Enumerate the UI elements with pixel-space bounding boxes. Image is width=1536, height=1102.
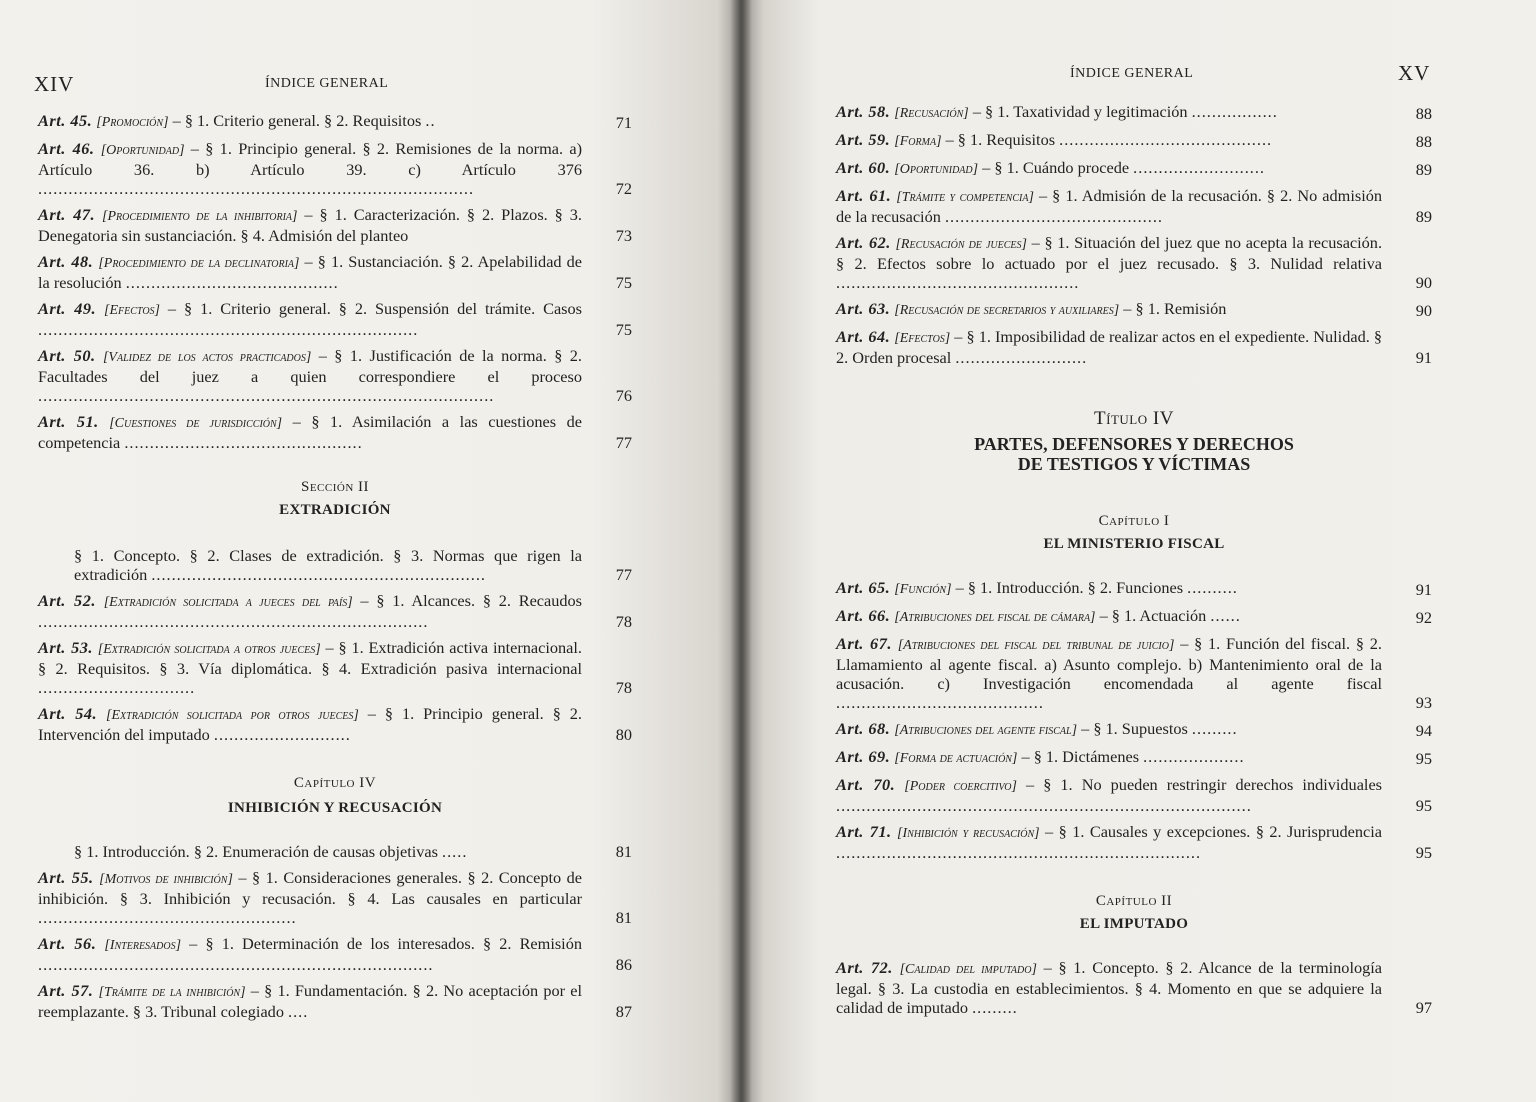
- entry-group-c: [836, 958, 1432, 1017]
- toc-entry-text: [836, 233, 1432, 292]
- article-number: Art. 48.: [38, 252, 94, 271]
- entry-description: – § 1. Taxatividad y legitimación: [968, 102, 1192, 121]
- leader-dots: ....................: [1143, 747, 1245, 766]
- toc-entry: [836, 634, 1432, 712]
- leader-dots: ...........................: [213, 725, 351, 744]
- article-heading: [Trámite de la inhibición]: [98, 985, 246, 1000]
- page-reference: 78: [615, 612, 632, 631]
- page-reference: 78: [615, 678, 632, 697]
- article-heading: [Recusación]: [894, 106, 969, 121]
- page-reference: 93: [1415, 693, 1432, 712]
- leader-dots: ........................................................................: [836, 843, 1202, 862]
- article-heading: [Extradición solicitada a jueces del país]: [103, 595, 353, 610]
- toc-entry: [836, 606, 1432, 627]
- entry-group-a: [836, 102, 1432, 367]
- chapter-label: Capítulo II: [1095, 893, 1173, 909]
- leader-dots: ..........................................: [1059, 130, 1273, 149]
- article-number: Art. 45.: [38, 111, 93, 130]
- page-reference: 90: [1415, 273, 1432, 292]
- article-heading: [Interesados]: [104, 938, 182, 953]
- toc-entry-text: [836, 327, 1432, 367]
- article-number: Art. 59.: [836, 130, 891, 149]
- page-reference: 72: [615, 179, 632, 198]
- article-heading: [Inhibición y recusación]: [897, 826, 1040, 841]
- article-number: Art. 72.: [836, 958, 893, 977]
- left-column: [38, 111, 632, 1028]
- article-heading: [Validez de los actos practicados]: [102, 350, 312, 365]
- article-heading: [Oportunidad]: [894, 162, 979, 177]
- toc-entry: [836, 299, 1432, 320]
- entry-description: § 1. Concepto. § 2. Clases de extradición. § 3. Normas que rigen la extradición: [74, 546, 582, 584]
- chapter-label: Capítulo IV: [293, 775, 377, 791]
- toc-entry-text: [38, 638, 632, 697]
- entry-description: – § 1. Determinación de los interesados. § 2. Remisión: [181, 934, 582, 953]
- entry-description: – § 1. Caracterización. § 2. Plazos. § 3. Denegatoria sin sustanciación. § 4. Admisión del planteo: [38, 205, 582, 245]
- leader-dots: ..........................: [1133, 158, 1265, 177]
- toc-entry: [38, 205, 632, 245]
- article-number: Art. 62.: [836, 233, 891, 252]
- running-head: ÍNDICE GENERAL: [1070, 66, 1194, 81]
- entry-description: – § 1. No pueden restringir derechos individuales: [1016, 775, 1383, 794]
- entry-description: – § 1. Fundamentación. § 2. No aceptación por el reemplazante. § 3. Tribunal colegiado: [38, 981, 582, 1021]
- chapter-title: INHIBICIÓN Y RECUSACIÓN: [227, 800, 443, 816]
- article-number: Art. 61.: [836, 186, 892, 205]
- page-number: XV: [1398, 61, 1431, 85]
- article-number: Art. 70.: [836, 775, 896, 794]
- leader-dots: ...............................................: [124, 433, 363, 452]
- entry-description: – § 1. Principio general. § 2. Remisiones de la norma. a) Artículo 36. b) Artículo 39. c) Artículo 376: [38, 139, 582, 179]
- article-heading: [Procedimiento de la declinatoria]: [98, 256, 300, 271]
- leader-dots: ..............................................................................: [38, 955, 434, 974]
- leader-dots: .............................................................................: [38, 612, 429, 631]
- article-number: Art. 50.: [38, 346, 96, 365]
- article-heading: [Función]: [894, 582, 952, 597]
- toc-entry-text: [836, 158, 1432, 179]
- leader-dots: .........: [972, 998, 1018, 1017]
- toc-entry-text: [38, 111, 632, 132]
- toc-entry: [836, 719, 1432, 740]
- page-reference: 81: [615, 908, 632, 927]
- article-heading: [Motivos de inhibición]: [99, 872, 233, 887]
- page-reference: 95: [1415, 796, 1432, 815]
- leader-dots: ................................................: [836, 273, 1080, 292]
- toc-entry-text: [38, 346, 632, 405]
- article-heading: [Calidad del imputado]: [899, 962, 1037, 977]
- page-reference: 91: [1415, 580, 1432, 599]
- toc-entry-text: [836, 578, 1432, 599]
- toc-entry: [836, 747, 1432, 768]
- toc-entry-text: [836, 606, 1432, 627]
- toc-entry: [836, 327, 1432, 367]
- article-number: Art. 51.: [38, 412, 99, 431]
- chapter-label: Capítulo I: [1098, 513, 1170, 529]
- titulo-label: Título IV: [1094, 408, 1174, 429]
- entry-description: – § 1. Función del fiscal. § 2. Llamamiento al agente fiscal. a) Asunto complejo. b) Mantenimiento oral de la acusación. c) Investigación encomendada al agente fiscal: [836, 634, 1382, 693]
- article-number: Art. 64.: [836, 327, 891, 346]
- page-reference: 95: [1415, 749, 1432, 768]
- article-heading: [Poder coercitivo]: [904, 779, 1017, 794]
- toc-entry: [38, 934, 632, 974]
- toc-entry-text: [38, 546, 632, 584]
- article-number: Art. 47.: [38, 205, 96, 224]
- page-reference: 81: [615, 842, 632, 861]
- toc-entry-text: [38, 868, 632, 927]
- page-reference: 94: [1415, 721, 1432, 740]
- entry-description: – § 1. Extradición activa internacional. § 2. Requisitos. § 3. Vía diplomática. § 4. Extradición pasiva internacional: [38, 638, 582, 678]
- chapter-title: EL IMPUTADO: [1079, 916, 1189, 932]
- toc-entry-text: [38, 934, 632, 974]
- toc-entry: [38, 299, 632, 339]
- entry-group-b: [836, 578, 1432, 862]
- article-heading: [Extradición solicitada a otros jueces]: [97, 642, 321, 657]
- leader-dots: ...........................................: [944, 207, 1163, 226]
- leader-dots: ....: [288, 1002, 309, 1021]
- entry-group-b: [38, 546, 632, 744]
- article-number: Art. 68.: [836, 719, 891, 738]
- article-heading: [Atribuciones del fiscal de cámara]: [894, 610, 1096, 625]
- leader-dots: ..................................................................................: [836, 796, 1252, 815]
- section-title: EXTRADICIÓN: [279, 502, 391, 518]
- part-title-line2: DE TESTIGOS Y VÍCTIMAS: [1017, 454, 1251, 474]
- page-reference: 71: [615, 113, 632, 132]
- article-number: Art. 49.: [38, 299, 97, 318]
- page-reference: 88: [1415, 132, 1432, 151]
- entry-description: – § 1. Alcances. § 2. Recaudos: [352, 591, 583, 610]
- toc-entry-text: [836, 775, 1432, 815]
- leader-dots: .................: [1191, 102, 1278, 121]
- toc-entry: [38, 638, 632, 697]
- entry-description: – § 1. Admisión de la recusación. § 2. No admisión de la recusación: [836, 186, 1383, 226]
- toc-entry: [836, 578, 1432, 599]
- entry-description: – § 1. Consideraciones generales. § 2. Concepto de inhibición. § 3. Inhibición y recusación. § 4. Las causales en particular: [38, 868, 583, 908]
- book-gutter: [730, 0, 752, 1102]
- article-number: Art. 52.: [38, 591, 96, 610]
- toc-entry: [38, 842, 632, 861]
- article-number: Art. 71.: [836, 822, 892, 841]
- article-heading: [Promoción]: [96, 115, 169, 130]
- page-reference: 89: [1415, 207, 1432, 226]
- entry-description: – § 1. Dictámenes: [1017, 747, 1144, 766]
- right-column: [836, 102, 1432, 1024]
- page-reference: 90: [1415, 301, 1432, 320]
- toc-entry-text: [836, 299, 1432, 320]
- article-heading: [Atribuciones del agente fiscal]: [894, 723, 1078, 738]
- article-number: Art. 53.: [38, 638, 93, 657]
- entry-group-c: [38, 842, 632, 1021]
- article-number: Art. 55.: [38, 868, 94, 887]
- article-heading: [Extradición solicitada por otros jueces]: [106, 708, 359, 723]
- toc-entry: [836, 130, 1432, 151]
- entry-description: – § 1. Causales y excepciones. § 2. Jurisprudencia: [1039, 822, 1383, 841]
- page-reference: 76: [615, 386, 632, 405]
- toc-entry-text: [836, 634, 1432, 712]
- toc-entry: [38, 546, 632, 584]
- article-number: Art. 46.: [38, 139, 95, 158]
- toc-entry: [38, 346, 632, 405]
- toc-entry: [836, 158, 1432, 179]
- page-reference: 87: [615, 1002, 632, 1021]
- page-reference: 89: [1415, 160, 1432, 179]
- toc-entry: [836, 186, 1432, 226]
- article-heading: [Forma de actuación]: [894, 751, 1018, 766]
- article-heading: [Forma]: [894, 134, 942, 149]
- page-reference: 73: [615, 226, 632, 245]
- toc-entry-text: [836, 747, 1432, 768]
- toc-entry: [836, 775, 1432, 815]
- article-number: Art. 63.: [836, 299, 891, 318]
- page-reference: 92: [1415, 608, 1432, 627]
- toc-entry-text: [836, 719, 1432, 740]
- leader-dots: .........................................: [836, 693, 1044, 712]
- part-title-line1: PARTES, DEFENSORES Y DERECHOS: [974, 434, 1294, 454]
- entry-description: – § 1. Supuestos: [1077, 719, 1192, 738]
- page-reference: 86: [615, 955, 632, 974]
- entry-description: – § 1. Cuándo procede: [978, 158, 1134, 177]
- article-heading: [Oportunidad]: [100, 143, 185, 158]
- entry-description: – § 1. Asimilación a las cuestiones de competencia: [38, 412, 583, 452]
- leader-dots: ..: [425, 111, 436, 130]
- article-heading: [Trámite y competencia]: [896, 190, 1034, 205]
- toc-entry-text: [836, 102, 1432, 123]
- leader-dots: ...............................: [38, 678, 196, 697]
- entry-description: – § 1. Actuación: [1095, 606, 1211, 625]
- article-heading: [Atribuciones del fiscal del tribunal de juicio]: [897, 638, 1175, 653]
- leader-dots: ..........................: [955, 348, 1088, 367]
- toc-entry-text: [38, 139, 632, 198]
- article-heading: [Recusación de secretarios y auxiliares]: [894, 303, 1120, 318]
- leader-dots: ...........................................................................: [38, 320, 419, 339]
- left-page: [0, 0, 740, 1102]
- article-heading: [Procedimiento de la inhibitoria]: [102, 209, 298, 224]
- toc-entry-text: [38, 842, 632, 861]
- entry-description: – § 1. Sustanciación. § 2. Apelabilidad de la resolución: [38, 252, 583, 292]
- chapter-title: EL MINISTERIO FISCAL: [1043, 536, 1225, 552]
- toc-entry-text: [38, 299, 632, 339]
- toc-entry: [38, 111, 632, 132]
- article-heading: [Cuestiones de jurisdicción]: [109, 416, 283, 431]
- article-number: Art. 67.: [836, 634, 892, 653]
- article-number: Art. 57.: [38, 981, 94, 1000]
- toc-entry: [836, 233, 1432, 292]
- toc-entry: [38, 704, 632, 744]
- leader-dots: ...................................................: [38, 908, 297, 927]
- toc-entry-text: [38, 704, 632, 744]
- entry-description: § 1. Introducción. § 2. Enumeración de causas objetivas: [74, 842, 443, 861]
- article-number: Art. 66.: [836, 606, 891, 625]
- entry-description: – § 1. Justificación de la norma. § 2. Facultades del juez a quien correspondiere el proceso: [38, 346, 582, 386]
- article-number: Art. 69.: [836, 747, 891, 766]
- toc-entry-text: [836, 958, 1432, 1017]
- article-number: Art. 56.: [38, 934, 97, 953]
- leader-dots: ......: [1210, 606, 1241, 625]
- toc-entry-text: [836, 186, 1432, 226]
- toc-entry-text: [38, 205, 632, 245]
- toc-entry: [38, 591, 632, 631]
- article-heading: [Recusación de jueces]: [895, 237, 1027, 252]
- toc-entry-text: [38, 252, 632, 292]
- toc-entry: [38, 412, 632, 452]
- article-number: Art. 54.: [38, 704, 98, 723]
- page-number: XIV: [34, 72, 75, 96]
- article-number: Art. 65.: [836, 578, 891, 597]
- page-reference: 75: [615, 320, 632, 339]
- entry-description: – § 1. Situación del juez que no acepta la recusación. § 2. Efectos sobre lo actuado por el juez recusado. § 3. Nulidad relativa: [836, 233, 1383, 273]
- running-head: ÍNDICE GENERAL: [265, 76, 389, 91]
- leader-dots: .....: [442, 842, 468, 861]
- page-reference: 95: [1415, 843, 1432, 862]
- page-reference: 97: [1415, 998, 1432, 1017]
- toc-entry-text: [38, 591, 632, 631]
- entry-description: – § 1. Criterio general. § 2. Requisitos: [168, 111, 426, 130]
- leader-dots: ..........................................: [125, 273, 339, 292]
- page-reference: 88: [1415, 104, 1432, 123]
- entry-description: – § 1. Introducción. § 2. Funciones: [951, 578, 1188, 597]
- article-number: Art. 58.: [836, 102, 891, 121]
- leader-dots: ..........: [1187, 578, 1238, 597]
- entry-description: – § 1. Requisitos: [941, 130, 1060, 149]
- entry-description: – § 1. Criterio general. § 2. Suspensión del trámite. Casos: [159, 299, 582, 318]
- toc-entry-text: [38, 412, 632, 452]
- toc-entry: [38, 139, 632, 198]
- leader-dots: .........: [1191, 719, 1238, 738]
- page-reference: 80: [615, 725, 632, 744]
- toc-entry: [836, 822, 1432, 862]
- toc-entry: [38, 868, 632, 927]
- toc-entry-text: [38, 981, 632, 1021]
- toc-entry: [836, 958, 1432, 1017]
- entry-description: – § 1. Principio general. § 2. Intervención del imputado: [38, 704, 582, 744]
- section-label: Sección II: [300, 479, 370, 495]
- toc-entry: [836, 102, 1432, 123]
- article-heading: [Efectos]: [894, 331, 951, 346]
- entry-group-a: [38, 111, 632, 452]
- article-number: Art. 60.: [836, 158, 891, 177]
- leader-dots: ..........................................................................................: [38, 386, 495, 405]
- entry-description: – § 1. Remisión: [1119, 299, 1227, 318]
- right-page: [740, 0, 1536, 1102]
- page-reference: 75: [615, 273, 632, 292]
- page-reference: 77: [615, 565, 632, 584]
- toc-entry-text: [836, 822, 1432, 862]
- entry-description: – § 1. Imposibilidad de realizar actos en el expediente. Nulidad. § 2. Orden procesal: [836, 327, 1382, 367]
- page-reference: 77: [615, 433, 632, 452]
- toc-entry-text: [836, 130, 1432, 151]
- page-reference: 91: [1415, 348, 1432, 367]
- toc-entry: [38, 252, 632, 292]
- leader-dots: ......................................................................................: [38, 179, 475, 198]
- article-heading: [Efectos]: [104, 303, 160, 318]
- entry-description: – § 1. Concepto. § 2. Alcance de la terminología legal. § 3. La custodia en establecimientos. § 4. Momento en que se adquiere la calidad de imputado: [836, 958, 1382, 1017]
- leader-dots: ..................................................................: [151, 565, 486, 584]
- toc-entry: [38, 981, 632, 1021]
